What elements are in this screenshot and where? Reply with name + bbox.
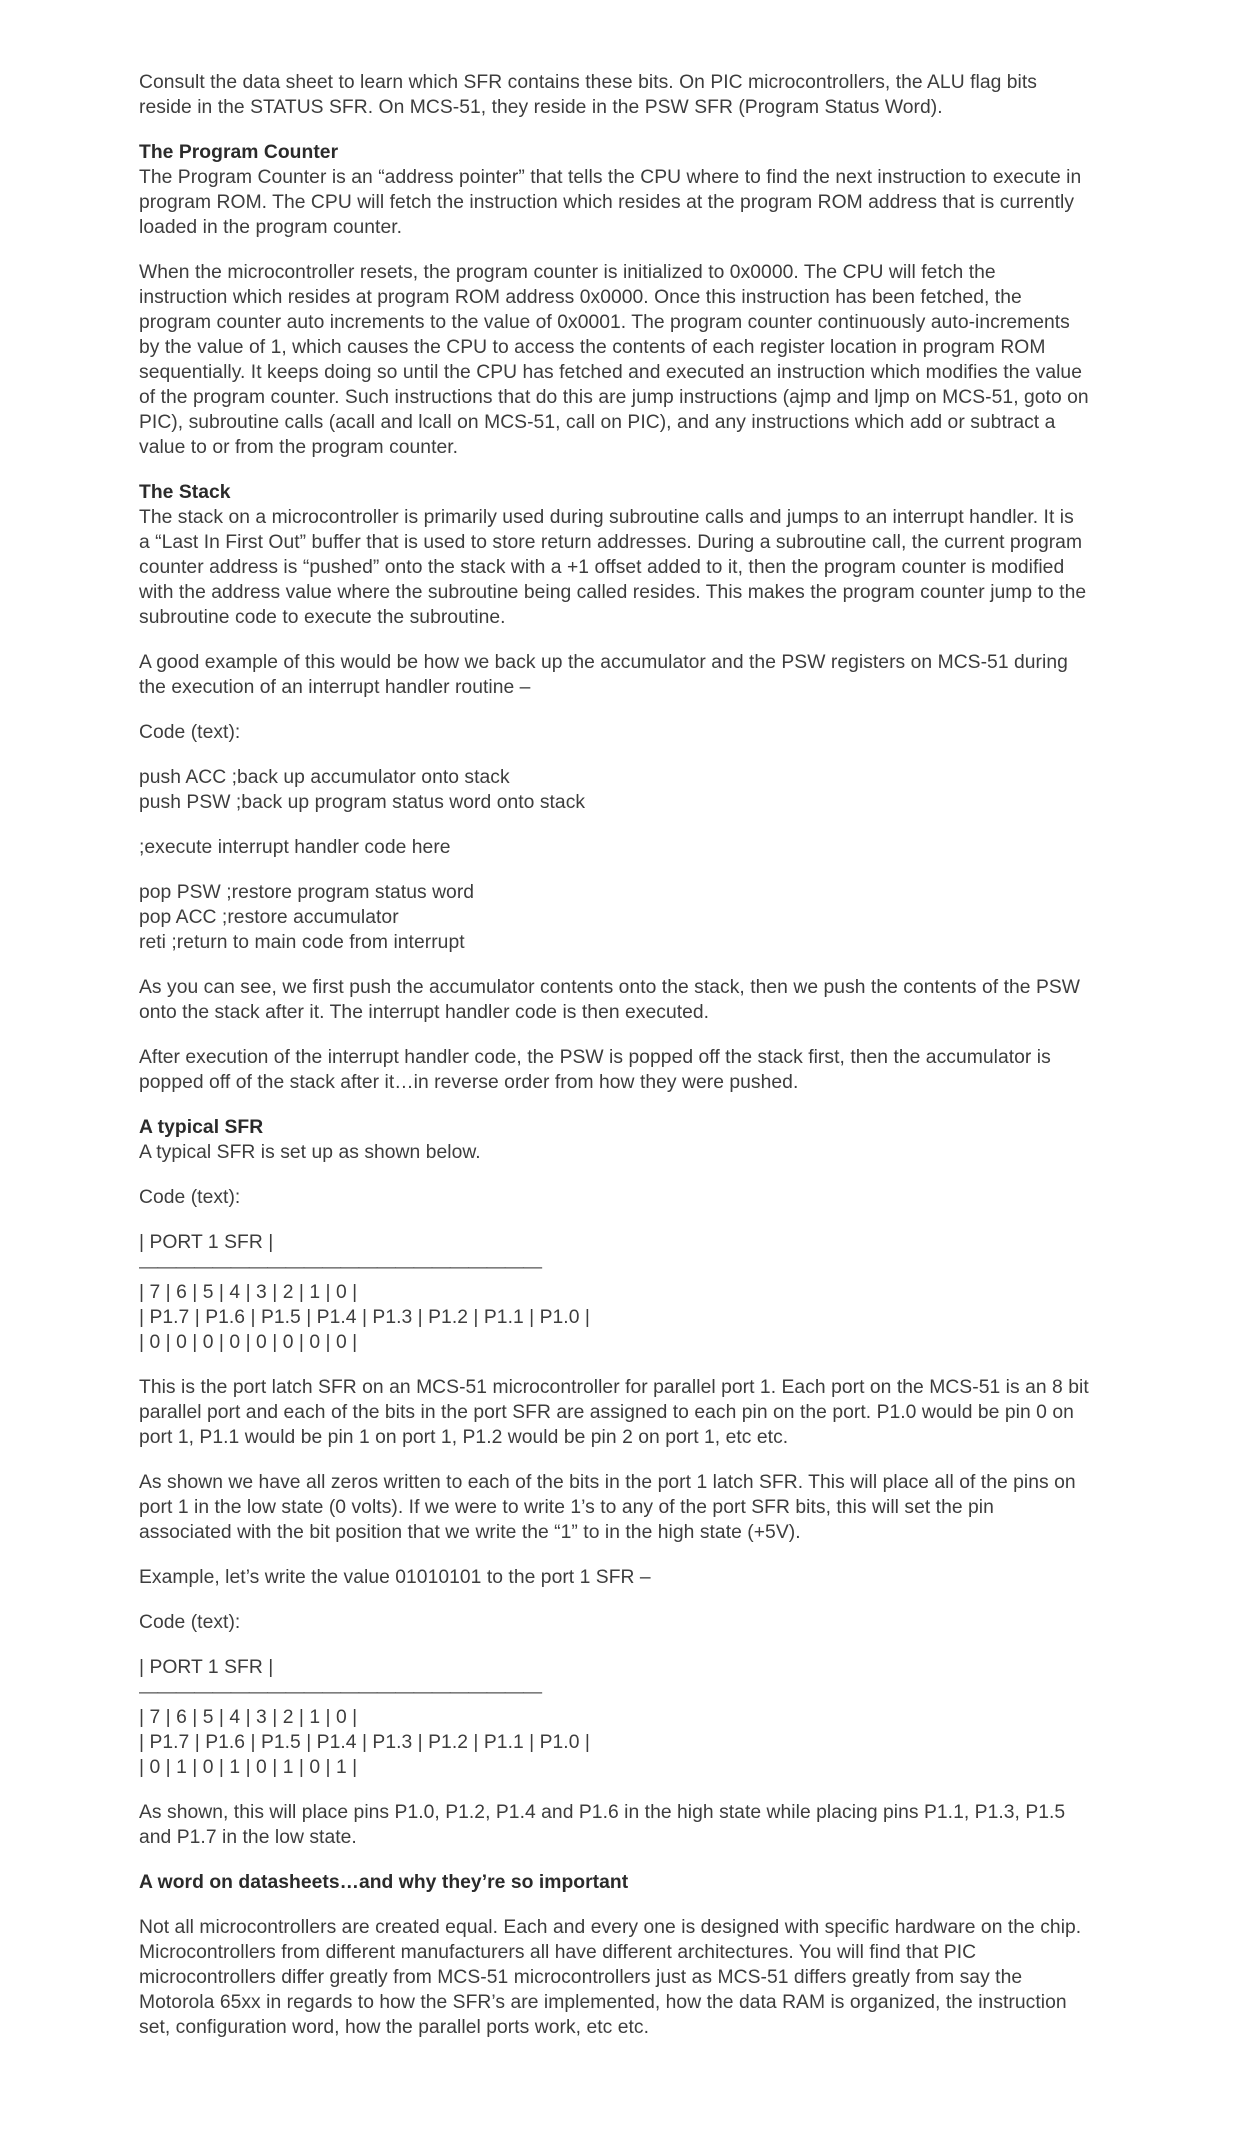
stack-paragraph-3: As you can see, we first push the accumulator contents onto the stack, then we push the contents of the PSW onto the stack after it. The interrupt handler code is then executed. bbox=[139, 977, 1081, 1023]
sfr-section bbox=[139, 1115, 1089, 1165]
code-label: Code (text): bbox=[139, 1187, 241, 1208]
sfr-table-title: | PORT 1 SFR | bbox=[139, 1657, 274, 1678]
article-body bbox=[139, 70, 1089, 2060]
code-line: push ACC ;back up accumulator onto stack bbox=[139, 767, 510, 788]
datasheets-paragraph-1: Not all microcontrollers are created equal. Each and every one is designed with specific hardware on the chip. Microcontrollers from different manufacturers all have different architectures. You will find that PIC microcontrollers differ greatly from MCS-51 microcontrollers just as MCS-51 differs greatly from say the Motorola 65xx in regards to how the SFR’s are implemented, how the data RAM is organized, the instruction set, configuration word, how the parallel ports work, etc etc. bbox=[139, 1917, 1082, 2038]
code-block-pop bbox=[139, 880, 1089, 955]
code-label: Code (text): bbox=[139, 722, 241, 743]
sfr-table-names: | P1.7 | P1.6 | P1.5 | P1.4 | P1.3 | P1.2 | P1.1 | P1.0 | bbox=[139, 1732, 590, 1753]
stack-paragraph-1: The stack on a microcontroller is primarily used during subroutine calls and jumps to an interrupt handler. It is a “Last In First Out” buffer that is used to store return addresses. During a subroutine call, the current program counter address is “pushed” onto the stack with a +1 offset added to it, then the program counter is modified with the address value where the subroutine being called resides. This makes the program counter jump to the subroutine code to execute the subroutine. bbox=[139, 507, 1087, 628]
datasheets-heading: A word on datasheets…and why they’re so important bbox=[139, 1872, 629, 1893]
program-counter-paragraph-2: When the microcontroller resets, the program counter is initialized to 0x0000. The CPU will fetch the instruction which resides at program ROM address 0x0000. Once this instruction has been fetched, the program counter auto increments to the value of 0x0001. The program counter continuously auto-increments by the value of 1, which causes the CPU to access the contents of each register location in program ROM sequentially. It keeps doing so until the CPU has fetched and executed an instruction which modifies the value of the program counter. Such instructions that do this are jump instructions (ajmp and ljmp on MCS-51, goto on PIC), subroutine calls (acall and lcall on MCS-51, call on PIC), and any instructions which add or subtract a value to or from the program counter. bbox=[139, 262, 1089, 458]
stack-section bbox=[139, 480, 1089, 630]
sfr-paragraph-1: A typical SFR is set up as shown below. bbox=[139, 1142, 481, 1163]
program-counter-paragraph-1: The Program Counter is an “address pointer” that tells the CPU where to find the next instruction to execute in program ROM. The CPU will fetch the instruction which resides at the program ROM address that is currently loaded in the program counter. bbox=[139, 167, 1082, 238]
code-label: Code (text): bbox=[139, 1612, 241, 1633]
sfr-table-2 bbox=[139, 1655, 1089, 1780]
code-line: reti ;return to main code from interrupt bbox=[139, 932, 465, 953]
sfr-table-values: | 0 | 1 | 0 | 1 | 0 | 1 | 0 | 1 | bbox=[139, 1757, 358, 1778]
sfr-paragraph-4: Example, let’s write the value 01010101 to the port 1 SFR – bbox=[139, 1567, 651, 1588]
program-counter-heading: The Program Counter bbox=[139, 142, 339, 163]
sfr-table-1 bbox=[139, 1230, 1089, 1355]
sfr-table-rule: —————————————————————— bbox=[139, 1257, 542, 1278]
sfr-paragraph-2: This is the port latch SFR on an MCS-51 microcontroller for parallel port 1. Each port on the MCS-51 is an 8 bit parallel port and each of the bits in the port SFR are assigned to each pin on the port. P1.0 would be pin 0 on port 1, P1.1 would be pin 1 on port 1, P1.2 would be pin 2 on port 1, etc etc. bbox=[139, 1377, 1089, 1448]
code-block-push bbox=[139, 765, 1089, 815]
stack-paragraph-2: A good example of this would be how we back up the accumulator and the PSW registers on MCS-51 during the execution of an interrupt handler routine – bbox=[139, 652, 1068, 698]
code-block-comment: ;execute interrupt handler code here bbox=[139, 837, 451, 858]
sfr-table-title: | PORT 1 SFR | bbox=[139, 1232, 274, 1253]
intro-paragraph: Consult the data sheet to learn which SFR contains these bits. On PIC microcontrollers, the ALU flag bits reside in the STATUS SFR. On MCS-51, they reside in the PSW SFR (Program Status Word). bbox=[139, 72, 1037, 118]
sfr-table-values: | 0 | 0 | 0 | 0 | 0 | 0 | 0 | 0 | bbox=[139, 1332, 358, 1353]
sfr-table-bits: | 7 | 6 | 5 | 4 | 3 | 2 | 1 | 0 | bbox=[139, 1707, 358, 1728]
stack-paragraph-4: After execution of the interrupt handler code, the PSW is popped off the stack first, then the accumulator is popped off of the stack after it…in reverse order from how they were pushed. bbox=[139, 1047, 1051, 1093]
program-counter-section bbox=[139, 140, 1089, 240]
sfr-paragraph-5: As shown, this will place pins P1.0, P1.2, P1.4 and P1.6 in the high state while placing pins P1.1, P1.3, P1.5 and P1.7 in the low state. bbox=[139, 1802, 1066, 1848]
sfr-heading: A typical SFR bbox=[139, 1117, 264, 1138]
code-line: push PSW ;back up program status word onto stack bbox=[139, 792, 586, 813]
code-line: pop PSW ;restore program status word bbox=[139, 882, 475, 903]
sfr-table-names: | P1.7 | P1.6 | P1.5 | P1.4 | P1.3 | P1.2 | P1.1 | P1.0 | bbox=[139, 1307, 590, 1328]
sfr-table-rule: —————————————————————— bbox=[139, 1682, 542, 1703]
sfr-table-bits: | 7 | 6 | 5 | 4 | 3 | 2 | 1 | 0 | bbox=[139, 1282, 358, 1303]
sfr-paragraph-3: As shown we have all zeros written to each of the bits in the port 1 latch SFR. This will place all of the pins on port 1 in the low state (0 volts). If we were to write 1’s to any of the port SFR bits, this will set the pin associated with the bit position that we write the “1” to in the high state (+5V). bbox=[139, 1472, 1076, 1543]
code-line: pop ACC ;restore accumulator bbox=[139, 907, 399, 928]
stack-heading: The Stack bbox=[139, 482, 231, 503]
